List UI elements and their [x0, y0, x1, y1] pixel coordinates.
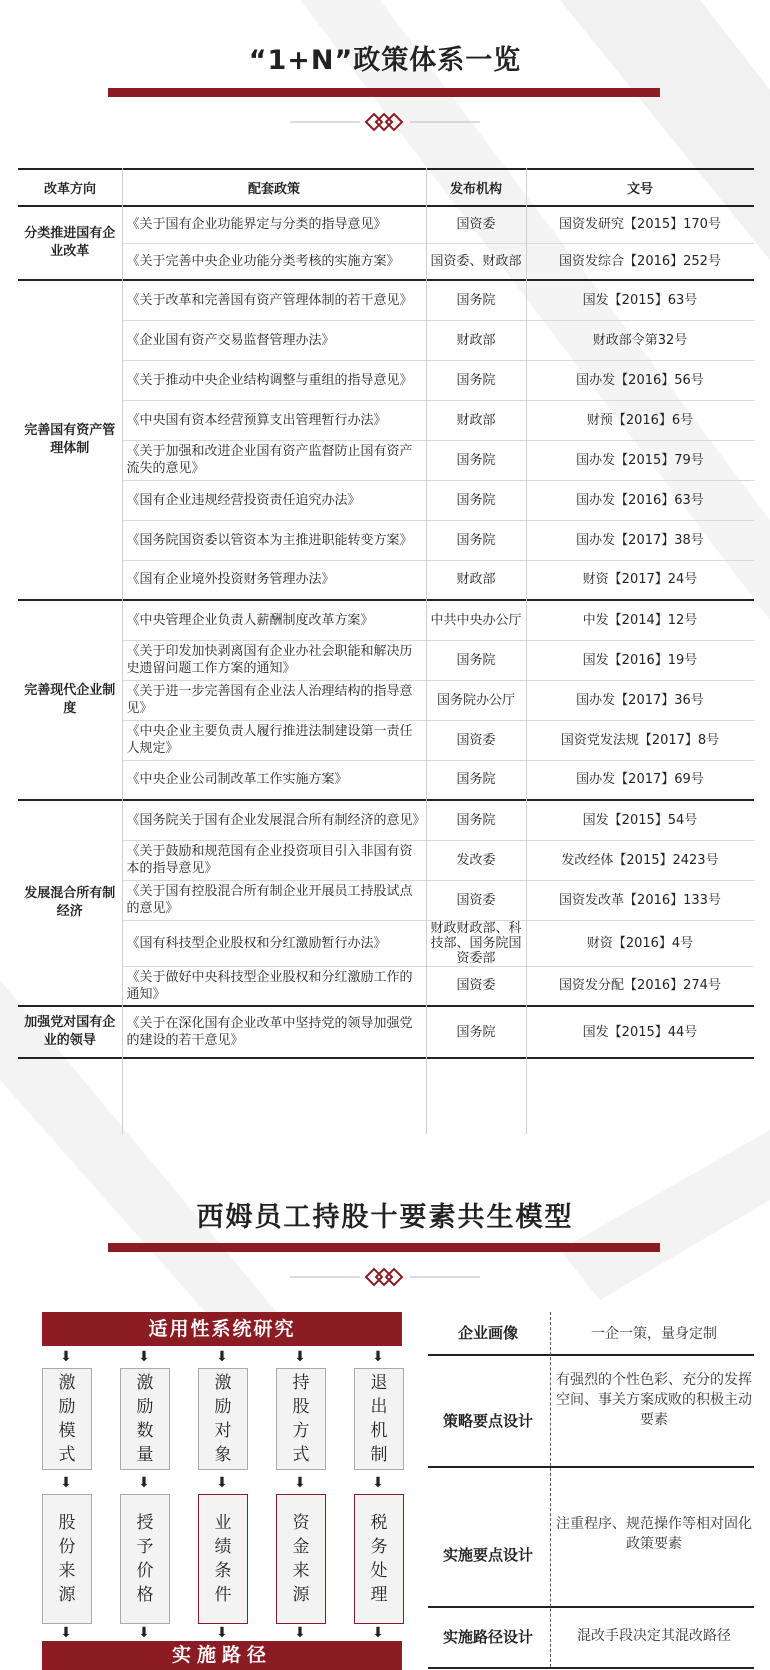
right-panel-top-line: [428, 1354, 754, 1356]
doc-number-cell: 财政部令第32号: [526, 320, 754, 360]
table-row: [18, 400, 754, 440]
down-arrow-icon: ⬇: [294, 1475, 306, 1491]
down-arrow-icon: ⬇: [372, 1625, 384, 1641]
policy-cell: 《关于鼓励和规范国有企业投资项目引入非国有资本的指导意见》: [122, 840, 426, 880]
table-row: [18, 920, 754, 966]
lower-element-box: [276, 1494, 326, 1624]
down-arrow-icon: ⬇: [216, 1475, 228, 1491]
table-row: [18, 800, 754, 840]
org-cell: 国务院: [426, 440, 526, 480]
org-cell: 财政部: [426, 320, 526, 360]
doc-number-cell: 国办发【2017】38号: [526, 520, 754, 560]
upper-element-box: [198, 1368, 248, 1470]
title-underline-bar: [108, 1243, 660, 1252]
org-cell: 财政部: [426, 400, 526, 440]
table-row: [18, 520, 754, 560]
doc-number-cell: 国办发【2016】63号: [526, 480, 754, 520]
org-cell: 财政部: [426, 560, 526, 600]
table-divider: [122, 168, 123, 1134]
upper-element-box: [120, 1368, 170, 1470]
policy-cell: 《关于国有企业功能界定与分类的指导意见》: [122, 206, 426, 243]
policy-cell: 《中央管理企业负责人薪酬制度改革方案》: [122, 600, 426, 640]
policy-cell: 《国有企业境外投资财务管理办法》: [122, 560, 426, 600]
policy-cell: 《企业国有资产交易监督管理办法》: [122, 320, 426, 360]
table-row: [18, 206, 754, 243]
table-row: [18, 966, 754, 1006]
table-header-row: [18, 169, 754, 206]
doc-number-cell: 财资【2017】24号: [526, 560, 754, 600]
table-row: [18, 720, 754, 760]
model-row-text: 一企一策，量身定制: [591, 1326, 717, 1342]
reform-direction-cell: 完善国有资产管理体制: [18, 280, 122, 600]
right-panel-bottom-line: [428, 1667, 754, 1669]
lower-element-box: [354, 1494, 404, 1624]
reform-direction-cell: 发展混合所有制经济: [18, 800, 122, 1006]
doc-number-cell: 国办发【2015】79号: [526, 440, 754, 480]
lower-element-box: [42, 1494, 92, 1624]
table-row: [18, 243, 754, 280]
header-org: 发布机构: [426, 169, 526, 206]
doc-number-cell: 国办发【2016】56号: [526, 360, 754, 400]
upper-element-box: [354, 1368, 404, 1470]
model-row-label: 策略要点设计: [442, 1412, 533, 1430]
upper-element-label: 激励对象: [214, 1373, 232, 1465]
down-arrow-icon: ⬇: [138, 1349, 150, 1365]
doc-number-cell: 国办发【2017】36号: [526, 680, 754, 720]
model-row-text: 有强烈的个性色彩、充分的发挥空间、事关方案成败的积极主动要素: [556, 1372, 752, 1428]
table-row: [18, 280, 754, 320]
doc-number-cell: 发改经体【2015】2423号: [526, 840, 754, 880]
lower-element-box: [198, 1494, 248, 1624]
down-arrow-icon: ⬇: [138, 1625, 150, 1641]
table-row: [18, 680, 754, 720]
upper-element-label: 激励模式: [58, 1373, 76, 1465]
upper-element-box: [276, 1368, 326, 1470]
org-cell: 国资委: [426, 880, 526, 920]
doc-number-cell: 财资【2016】4号: [526, 920, 754, 966]
reform-direction-cell: 加强党对国有企业的领导: [18, 1006, 122, 1058]
policy-cell: 《关于推动中央企业结构调整与重组的指导意见》: [122, 360, 426, 400]
policy-table: [18, 168, 754, 1059]
doc-number-cell: 国资发分配【2016】274号: [526, 966, 754, 1006]
down-arrow-icon: ⬇: [372, 1349, 384, 1365]
table-row: [18, 840, 754, 880]
org-cell: 国资委: [426, 206, 526, 243]
upper-element-label: 激励数量: [136, 1373, 154, 1465]
down-arrow-icon: ⬇: [216, 1625, 228, 1641]
reform-direction-cell: 完善现代企业制度: [18, 600, 122, 800]
table-row: [18, 760, 754, 800]
org-cell: 国务院: [426, 480, 526, 520]
policy-cell: 《中央国有资本经营预算支出管理暂行办法》: [122, 400, 426, 440]
doc-number-cell: 国发【2015】44号: [526, 1006, 754, 1058]
title-underline-bar: [108, 88, 660, 97]
model-row-text: 注重程序、规范操作等相对固化政策要素: [556, 1516, 752, 1552]
table-row: [18, 320, 754, 360]
lower-element-label: 授予价格: [136, 1513, 154, 1605]
model-row-label: 实施路径设计: [442, 1628, 533, 1646]
doc-number-cell: 国发【2016】19号: [526, 640, 754, 680]
model-row-text: 混改手段决定其混改路径: [577, 1628, 731, 1644]
policy-cell: 《关于加强和改进企业国有资产监督防止国有资产流失的意见》: [122, 440, 426, 480]
doc-number-cell: 国资发改革【2016】133号: [526, 880, 754, 920]
policy-cell: 《国有科技型企业股权和分红激励暂行办法》: [122, 920, 426, 966]
policy-cell: 《关于印发加快剥离国有企业办社会职能和解决历史遗留问题工作方案的通知》: [122, 640, 426, 680]
lower-element-box: [120, 1494, 170, 1624]
doc-number-cell: 中发【2014】12号: [526, 600, 754, 640]
policy-section-title: “1+N”政策体系一览: [248, 45, 522, 76]
table-row: [18, 1006, 754, 1058]
org-cell: 国务院: [426, 640, 526, 680]
reform-direction-cell: 分类推进国有企业改革: [18, 206, 122, 280]
doc-number-cell: 财预【2016】6号: [526, 400, 754, 440]
right-panel-line: [428, 1606, 754, 1608]
table-row: [18, 440, 754, 480]
table-row: [18, 360, 754, 400]
applicability-research-box: 适用性系统研究: [42, 1312, 402, 1346]
org-cell: 国资委: [426, 720, 526, 760]
doc-number-cell: 国资发综合【2016】252号: [526, 243, 754, 280]
lower-element-label: 资金来源: [292, 1513, 310, 1605]
down-arrow-icon: ⬇: [216, 1349, 228, 1365]
down-arrow-icon: ⬇: [294, 1625, 306, 1641]
table-row: [18, 480, 754, 520]
header-direction: 改革方向: [18, 169, 122, 206]
doc-number-cell: 国发【2015】63号: [526, 280, 754, 320]
org-cell: 国务院: [426, 760, 526, 800]
org-cell: 国资委: [426, 966, 526, 1006]
down-arrow-icon: ⬇: [372, 1475, 384, 1491]
policy-cell: 《关于国有控股混合所有制企业开展员工持股试点的意见》: [122, 880, 426, 920]
policy-cell: 《关于完善中央企业功能分类考核的实施方案》: [122, 243, 426, 280]
header-policy: 配套政策: [122, 169, 426, 206]
org-cell: 国务院: [426, 280, 526, 320]
model-section-title: 西姆员工持股十要素共生模型: [196, 1202, 574, 1233]
down-arrow-icon: ⬇: [60, 1475, 72, 1491]
doc-number-cell: 国资发研究【2015】170号: [526, 206, 754, 243]
org-cell: 国务院: [426, 800, 526, 840]
upper-element-label: 持股方式: [292, 1373, 310, 1465]
org-cell: 国务院: [426, 1006, 526, 1058]
diamond-ornament-icon: [290, 1267, 480, 1287]
down-arrow-icon: ⬇: [294, 1349, 306, 1365]
lower-element-label: 税务处理: [370, 1513, 388, 1605]
org-cell: 国务院: [426, 360, 526, 400]
doc-number-cell: 国办发【2017】69号: [526, 760, 754, 800]
down-arrow-icon: ⬇: [138, 1475, 150, 1491]
policy-cell: 《中央企业公司制改革工作实施方案》: [122, 760, 426, 800]
down-arrow-icon: ⬇: [60, 1349, 72, 1365]
table-row: [18, 600, 754, 640]
upper-element-label: 退出机制: [370, 1373, 388, 1465]
org-cell: 国资委、财政部: [426, 243, 526, 280]
lower-element-label: 股份来源: [58, 1513, 76, 1605]
policy-cell: 《国有企业违规经营投资责任追究办法》: [122, 480, 426, 520]
policy-cell: 《国务院关于国有企业发展混合所有制经济的意见》: [122, 800, 426, 840]
right-panel-line: [428, 1466, 754, 1468]
policy-cell: 《关于在深化国有企业改革中坚持党的领导加强党的建设的若干意见》: [122, 1006, 426, 1058]
doc-number-cell: 国资党发法规【2017】8号: [526, 720, 754, 760]
org-cell: 发改委: [426, 840, 526, 880]
policy-cell: 《中央企业主要负责人履行推进法制建设第一责任人规定》: [122, 720, 426, 760]
table-divider: [526, 168, 527, 1134]
org-cell: 国务院办公厅: [426, 680, 526, 720]
org-cell: 中共中央办公厅: [426, 600, 526, 640]
table-row: [18, 560, 754, 600]
implementation-path-box: 实施路径: [42, 1641, 402, 1670]
down-arrow-icon: ⬇: [60, 1625, 72, 1641]
upper-element-box: [42, 1368, 92, 1470]
lower-element-label: 业绩条件: [214, 1513, 232, 1605]
table-row: [18, 640, 754, 680]
org-cell: 国务院: [426, 520, 526, 560]
policy-cell: 《国务院国资委以管资本为主推进职能转变方案》: [122, 520, 426, 560]
diamond-ornament-icon: [290, 112, 480, 132]
table-row: [18, 880, 754, 920]
model-row-label: 企业画像: [457, 1324, 518, 1342]
org-cell: 财政财政部、科技部、国务院国资委部: [426, 920, 526, 966]
policy-cell: 《关于改革和完善国有资产管理体制的若干意见》: [122, 280, 426, 320]
policy-cell: 《关于做好中央科技型企业股权和分红激励工作的通知》: [122, 966, 426, 1006]
policy-cell: 《关于进一步完善国有企业法人治理结构的指导意见》: [122, 680, 426, 720]
right-panel-divider: [550, 1312, 551, 1667]
header-doc-number: 文号: [526, 169, 754, 206]
model-row-label: 实施要点设计: [442, 1546, 533, 1564]
table-divider: [426, 168, 427, 1134]
doc-number-cell: 国发【2015】54号: [526, 800, 754, 840]
